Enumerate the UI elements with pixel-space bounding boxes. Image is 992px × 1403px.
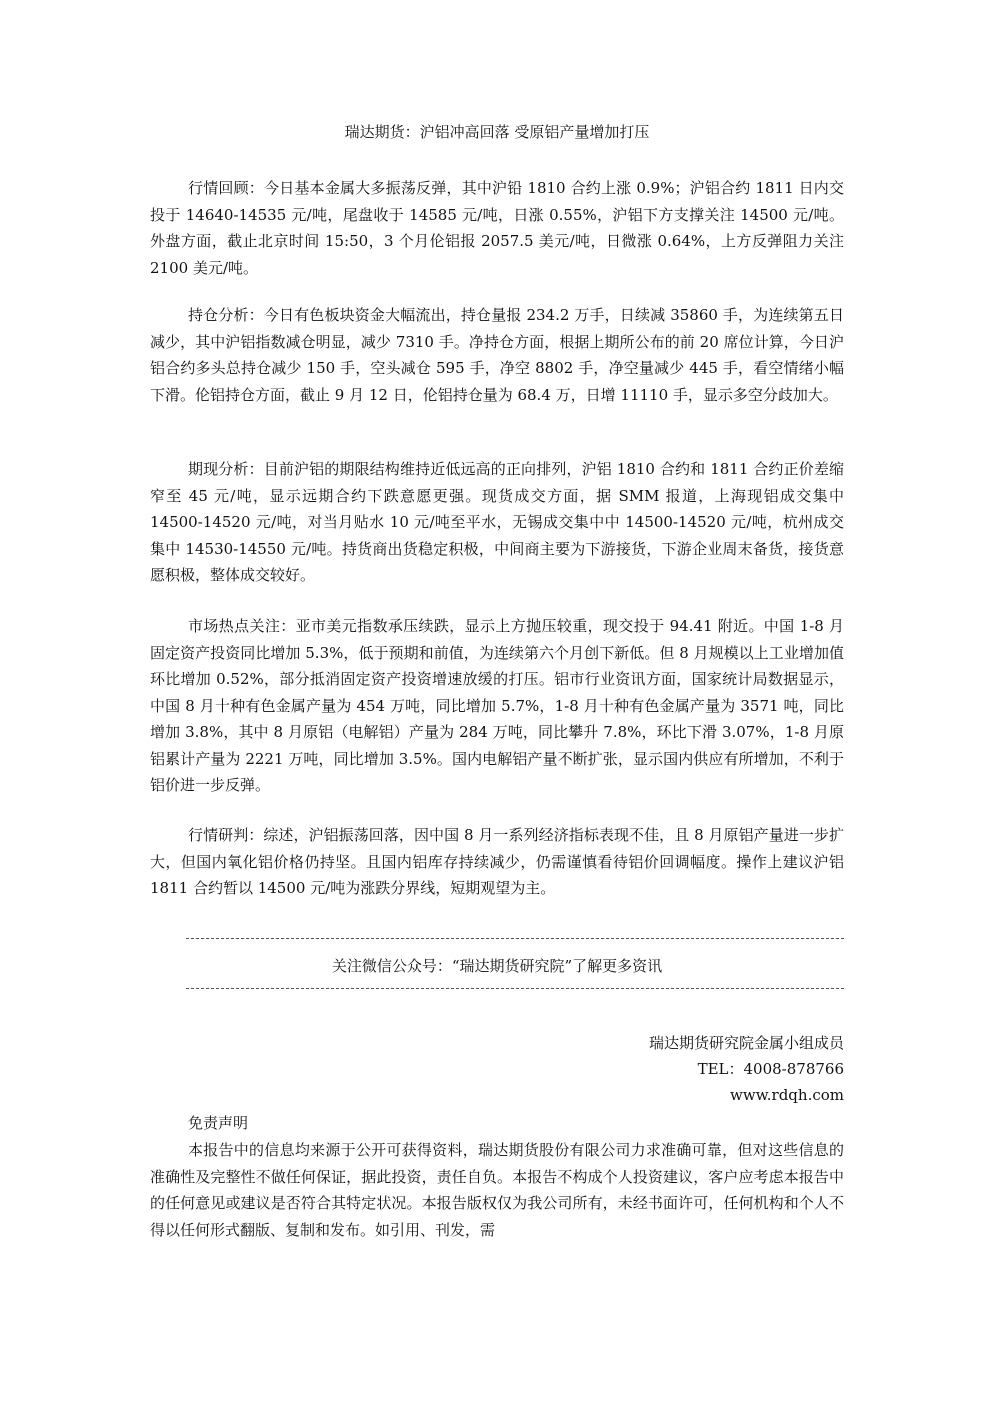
dashed-divider-bottom xyxy=(186,988,844,989)
dashed-divider-top xyxy=(186,938,844,939)
signature-website: www.rdqh.com xyxy=(730,1086,844,1104)
signature-tel: TEL：4008-878766 xyxy=(697,1060,844,1078)
disclaimer-text: 本报告中的信息均来源于公开可获得资料，瑞达期货股份有限公司力求准确可靠，但对这些信息的准确性及完整性不做任何保证，据此投资，责任自负。本报告不构成个人投资建议，客户应考虑本报告中的任何意见或建议是否符合其特定状况。本报告版权仅为我公司所有，未经书面许可，任何机构和个人不得以任何形式翻版、复制和发布。如引用、刊发，需 xyxy=(150,1141,844,1239)
spot-analysis-paragraph: 期现分析：目前沪铝的期限结构维持近低远高的正向排列，沪铝 1810 合约和 1811 合约正价差缩窄至 45 元/吨，显示远期合约下跌意愿更强。现货成交方面，据 SMM 报道，上海现铝成交集中 14500-14520 元/吨，对当月贴水 10 元/吨至平水，无锡成交集中中 14500-14520 元/吨，杭州成交集中 14530-14550 元/吨。持货商出货稳定积极，中间商主要为下游接货，下游企业周末备货，接货意愿积极，整体成交较好。 xyxy=(150,460,844,584)
market-judgment-paragraph: 行情研判：综述，沪铝振荡回落，因中国 8 月一系列经济指标表现不佳，且 8 月原铝产量进一步扩大，但国内氧化铝价格仍持坚。且国内铝库存持续减少，仍需谨慎看待铝价回调幅度。操作上建议沪铝 1811 合约暂以 14500 元/吨为涨跌分界线，短期观望为主。 xyxy=(150,826,844,897)
disclaimer-heading: 免责声明 xyxy=(188,1114,249,1132)
page-title: 瑞达期货：沪铝冲高回落 受原铝产量增加打压 xyxy=(344,123,650,141)
wechat-notice: 关注微信公众号：“瑞达期货研究院”了解更多资讯 xyxy=(331,957,663,975)
market-hotspot-paragraph: 市场热点关注：亚市美元指数承压续跌，显示上方抛压较重，现交投于 94.41 附近。中国 1-8 月固定资产投资同比增加 5.3%，低于预期和前值，为连续第六个月创下新低。但 8 月规模以上工业增加值环比增加 0.52%，部分抵消固定资产投资增速放缓的打压。铝市行业资讯方面，国家统计局数据显示，中国 8 月十种有色金属产量为 454 万吨，同比增加 5.7%，1-8 月十种有色金属产量为 3571 吨，同比增加 3.8%，其中 8 月原铝（电解铝）产量为 284 万吨，同比攀升 7.8%，环比下滑 3.07%，1-8 月原铝累计产量为 2221 万吨，同比增加 3.5%。国内电解铝产量不断扩张，显示国内供应有所增加，不利于铝价进一步反弹。 xyxy=(150,617,844,794)
signature-team: 瑞达期货研究院金属小组成员 xyxy=(648,1034,844,1052)
position-analysis-paragraph: 持仓分析：今日有色板块资金大幅流出，持仓量报 234.2 万手，日续减 35860 手，为连续第五日减少，其中沪铝指数减仓明显，减少 7310 手。净持仓方面，根据上期所公布的前 20 席位计算，今日沪铝合约多头总持仓减少 150 手，空头减仓 595 手，净空 8802 手，净空量减少 445 手，看空情绪小幅下滑。伦铝持仓方面，截止 9 月 12 日，伦铝持仓量为 68.4 万，日增 11110 手，显示多空分歧加大。 xyxy=(150,306,844,404)
market-review-paragraph: 行情回顾：今日基本金属大多振荡反弹，其中沪铅 1810 合约上涨 0.9%；沪铝合约 1811 日内交投于 14640-14535 元/吨，尾盘收于 14585 元/吨，日涨 0.55%，沪铝下方支撑关注 14500 元/吨。外盘方面，截止北京时间 15:50，3 个月伦铝报 2057.5 美元/吨，日微涨 0.64%，上方反弹阻力关注 2100 美元/吨。 xyxy=(150,179,844,277)
